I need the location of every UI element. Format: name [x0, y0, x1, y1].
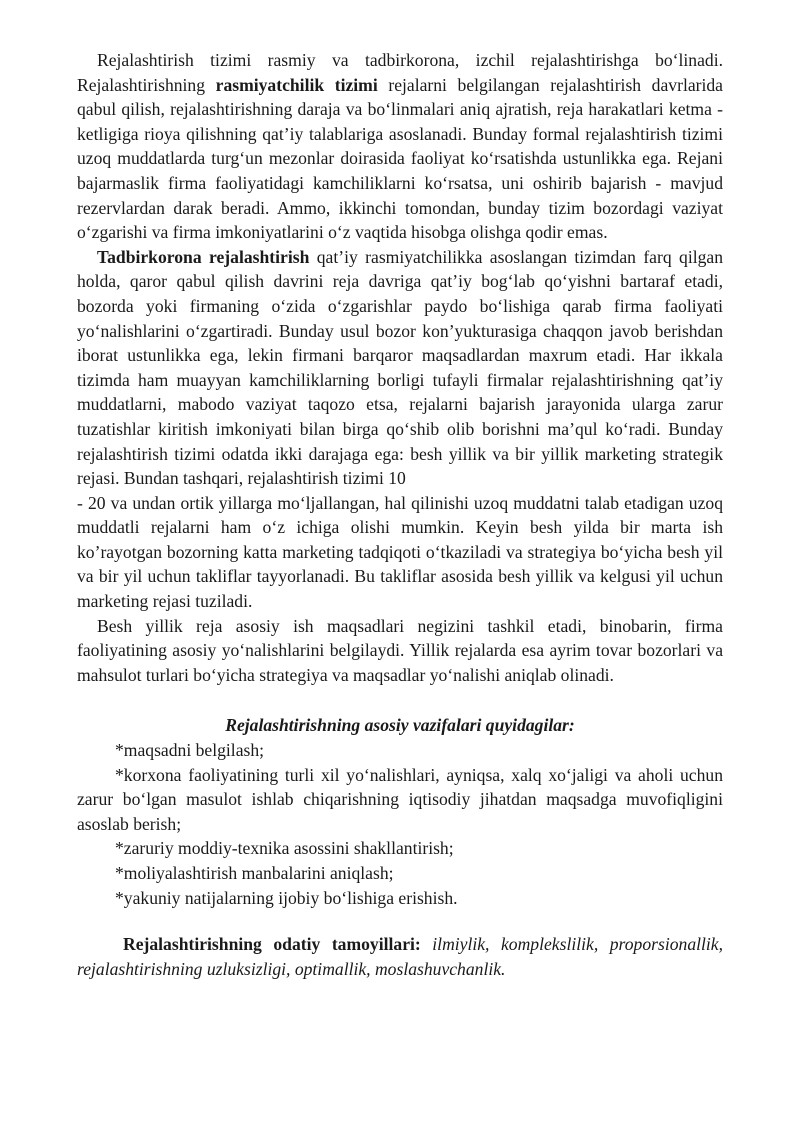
- paragraph-text: rejalarni belgilangan rejalashtirish davrlarida qabul qilish, rejalashtirishning daraja va bo‘linmalari aniq ajratish, reja harakatlari ketma - ketligiga rioya qilishning qat’iy talablariga asoslanadi. Bunday formal rejalashtirish tizimi uzoq muddatlarda turg‘un mezonlar doirasida faoliyat ko‘rsatishda ustunlikka ega. Rejani bajarmaslik firma faoliyatidagi kamchiliklarni ko‘rsatsa, uni oshirib bajarish - mavjud rezervlardan darak beradi. Ammo, ikkinchi tomondan, bunday tizim bozordagi vaziyat o‘zgarishi va firma imkoniyatlarini o‘z vaqtida hisobga olishga qodir emas.: [77, 74, 723, 243]
- task-list: [77, 738, 723, 910]
- list-item: *yakuniy natijalarning ijobiy bo‘lishiga erishish.: [115, 887, 458, 908]
- paragraph-planning-systems: [77, 48, 723, 245]
- paragraph-entrepreneurial-planning: [77, 245, 723, 491]
- list-item: *korxona faoliyatining turli xil yo‘nalishlari, ayniqsa, xalq xo‘jaligi va aholi uchun zarur bo‘lgan masulot ishlab chiqarishning iqtisodiy jihatdan maqsadga muvofiqligini asoslab berish;: [77, 764, 723, 834]
- list-item: *moliyalashtirish manbalarini aniqlash;: [115, 863, 394, 883]
- principles-list: ilmiylik, komplekslilik, proporsionallik, rejalashtirishning uzluksizligi, optimallik, moslashuvchanlik.: [77, 934, 723, 979]
- term-formal-system: rasmiyatchilik tizimi: [215, 74, 378, 95]
- list-item: *zaruriy moddiy-texnika asossini shakllantirish;: [115, 838, 454, 859]
- section-heading-tasks: Rejalashtirishning asosiy vazifalari quyidagilar:: [225, 715, 575, 736]
- paragraph-principles: [77, 932, 723, 981]
- list-item: *maqsadni belgilash;: [115, 740, 265, 761]
- paragraph-long-term-plans: - 20 va undan ortik yillarga mo‘ljallangan, hal qilinishi uzoq muddatni talab etadigan uzoq muddatli rejalarni ham o‘z ichiga olishi mumkin. Keyin besh yilda bir marta ish ko’rayotgan bozorning katta marketing tadqiqoti o‘tkaziladi va strategiya bo‘yicha besh yil va bir yil uchun takliflar tayyorlanadi. Bu takliflar asosida besh yillik va kelgusi yil uchun marketing rejasi tuziladi.: [77, 492, 723, 612]
- principles-label: Rejalashtirishning odatiy tamoyillari:: [123, 934, 421, 955]
- term-entrepreneurial-planning: Tadbirkorona rejalashtirish: [97, 246, 310, 267]
- paragraph-text: Rejalashtirish tizimi rasmiy va tadbirkorona, izchil rejalashtirishga bo‘linadi. Rejalashtirishning: [77, 50, 723, 95]
- paragraph-five-year-plan: Besh yillik reja asosiy ish maqsadlari negizini tashkil etadi, binobarin, firma faoliyatining asosiy yo‘nalishlarini belgilaydi. Yillik rejalarda esa ayrim tovar bozorlari va mahsulot turlari bo‘yicha strategiya va maqsadlar yo‘nalishi aniqlab olinadi.: [77, 615, 723, 685]
- paragraph-text: qat’iy rasmiyatchilikka asoslangan tizimdan farq qilgan holda, qaror qabul qilish davrini reja davriga qat’iy bog‘lab qo‘yishni bartaraf etadi, bozorda yoki firmaning o‘zida o‘zgarishlar paydo bo‘lishiga qarab firma faoliyati yo‘nalishlarini o‘zgartiradi. Bunday usul bozor kon’yukturasiga chaqqon javob berishdan iborat ustunlikka ega, lekin firmani barqaror maqsadlardan maxrum etadi. Har ikkala tizimda ham muayyan kamchiliklarning borligi tufayli firmalar rejalashtirishning qat’iy muddatlarni, mabodo vaziyat taqozo etsa, rejalarni bajarish jarayonida ularga zarur tuzatishlar kiritish imkoniyati bilan birga qo‘shib olib borishni ma’qul ko‘radi. Bunday rejalashtirish tizimi odatda ikki darajaga ega: besh yillik va bir yillik marketing strategik rejasi. Bundan tashqari, rejalashtirish tizimi 10: [77, 246, 723, 489]
